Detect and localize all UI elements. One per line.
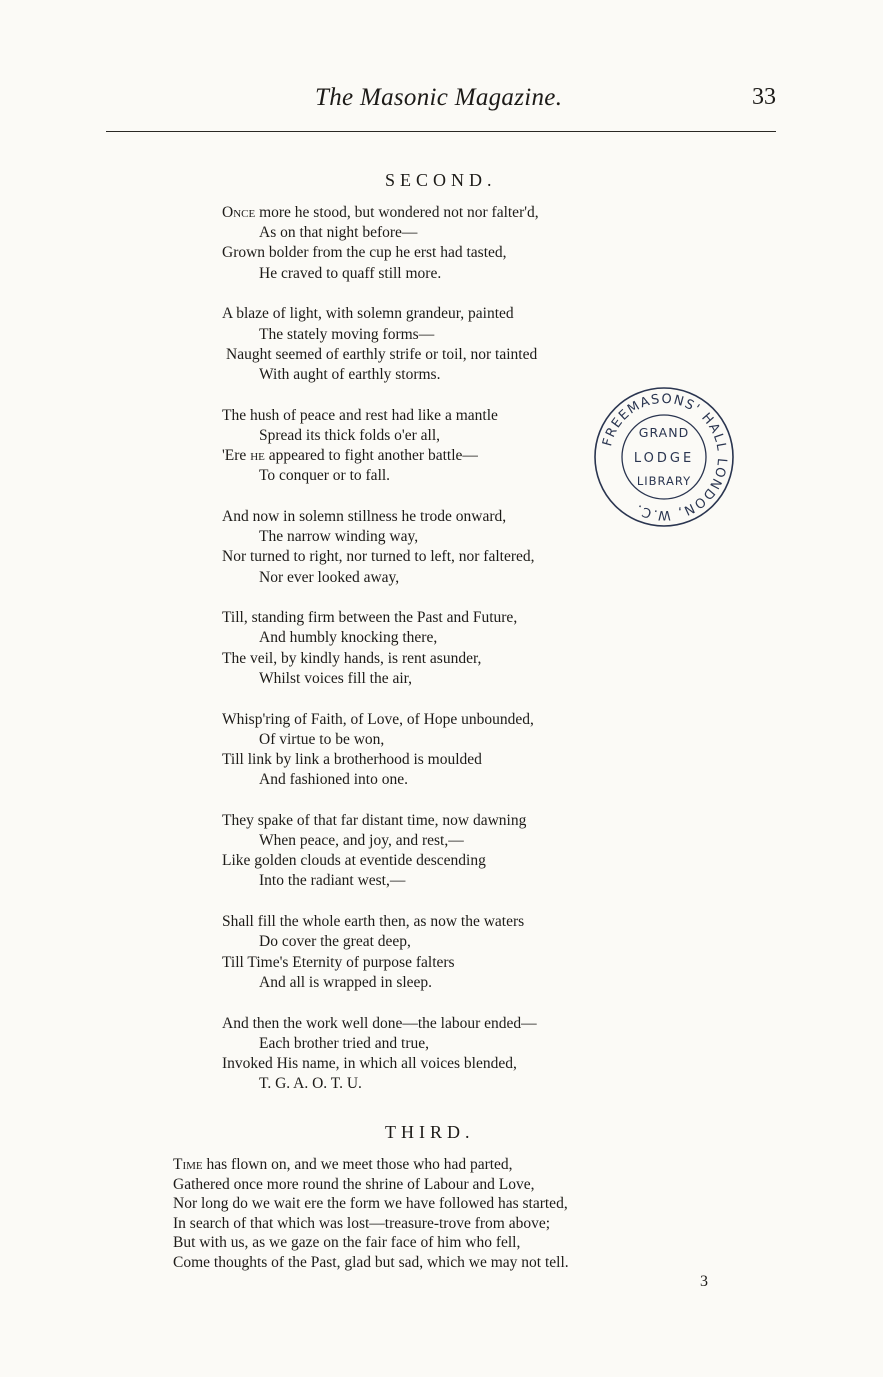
line-lead-word: Once xyxy=(222,204,256,221)
library-stamp-icon xyxy=(592,385,736,529)
poem-line: To conquer or to fall. xyxy=(259,467,391,485)
poem-line: Till, standing firm between the Past and Future, xyxy=(222,609,518,627)
poem-line: Into the radiant west,— xyxy=(259,872,406,890)
header-rule xyxy=(106,131,776,132)
stamp-ring-text: FREEMASONS' HALL LONDON, W.C. xyxy=(600,391,730,523)
poem-line: As on that night before— xyxy=(259,224,418,242)
poem-line: Spread its thick folds o'er all, xyxy=(259,426,441,444)
stanza xyxy=(222,710,539,791)
stanza xyxy=(222,608,539,689)
poem-line: Till Time's Eternity of purpose falters xyxy=(222,953,455,971)
poem-line: Nor turned to right, nor turned to left, nor faltered, xyxy=(222,548,535,566)
stanza xyxy=(222,507,539,588)
poem-line: Time has flown on, and we meet those who had parted, xyxy=(173,1156,513,1173)
poem-line: A blaze of light, with solemn grandeur, painted xyxy=(222,305,514,323)
poem-line: The hush of peace and rest had like a mantle xyxy=(222,406,498,424)
section-heading-third: THIRD. xyxy=(385,1122,475,1142)
poem-line: And now in solemn stillness he trode onward, xyxy=(222,507,507,525)
stamp-line-2: LODGE xyxy=(633,451,695,466)
poem-line: Invoked His name, in which all voices blended, xyxy=(222,1054,517,1072)
poem-line: Like golden clouds at eventide descending xyxy=(222,852,486,870)
poem-line: Once more he stood, but wondered not nor falter'd, xyxy=(222,204,539,221)
stanza xyxy=(222,406,539,487)
stanza xyxy=(222,1014,539,1095)
stanza xyxy=(222,912,539,993)
poem-line: And humbly knocking there, xyxy=(259,629,438,647)
line-emphasis: he xyxy=(250,447,265,465)
poem-line: When peace, and joy, and rest,— xyxy=(259,832,464,850)
poem-line: Naught seemed of earthly strife or toil, nor tainted xyxy=(226,345,538,363)
poem-line: And then the work well done—the labour ended— xyxy=(222,1014,537,1032)
running-head xyxy=(0,84,883,114)
page-number: 33 xyxy=(752,84,776,110)
poem-line: The stately moving forms— xyxy=(259,325,435,343)
poem-line: He craved to quaff still more. xyxy=(259,264,442,282)
poem-line: Come thoughts of the Past, glad but sad, which we may not tell. xyxy=(173,1253,569,1271)
poem-line: Each brother tried and true, xyxy=(259,1034,429,1052)
poem-line: But with us, as we gaze on the fair face of him who fell, xyxy=(173,1234,521,1252)
poem-line: In search of that which was lost—treasure-trove from above; xyxy=(173,1214,551,1232)
poem-line: T. G. A. O. T. U. xyxy=(259,1075,362,1093)
section-heading-second: SECOND. xyxy=(385,170,497,190)
poem-line: The veil, by kindly hands, is rent asunder, xyxy=(222,649,482,667)
poem-line: Gathered once more round the shrine of Labour and Love, xyxy=(173,1175,535,1193)
stanza xyxy=(222,304,539,385)
poem-line: Nor ever looked away, xyxy=(259,568,400,586)
stamp-line-3: LIBRARY xyxy=(636,474,692,488)
stanza xyxy=(222,203,539,284)
poem-line: The narrow winding way, xyxy=(259,528,419,546)
poem-third xyxy=(173,1155,569,1273)
poem-line: They spake of that far distant time, now dawning xyxy=(222,811,527,829)
stanza xyxy=(222,811,539,892)
poem-line: 'Ere he appeared to fight another battle— xyxy=(222,447,478,465)
poem-line: Nor long do we wait ere the form we have followed has started, xyxy=(173,1195,568,1213)
poem-second xyxy=(222,203,539,1115)
poem-line: Whilst voices fill the air, xyxy=(259,669,413,687)
poem-line: With aught of earthly storms. xyxy=(259,365,441,383)
line-lead-word: Time xyxy=(173,1156,203,1173)
poem-line: Do cover the great deep, xyxy=(259,933,411,951)
poem-line: And all is wrapped in sleep. xyxy=(259,973,433,991)
poem-line: Grown bolder from the cup he erst had tasted, xyxy=(222,244,507,262)
signature-mark: 3 xyxy=(700,1273,708,1290)
poem-line: Of virtue to be won, xyxy=(259,730,385,748)
poem-line: Whisp'ring of Faith, of Love, of Hope unbounded, xyxy=(222,710,534,728)
poem-line: Till link by link a brotherhood is moulded xyxy=(222,750,482,768)
poem-line: Shall fill the whole earth then, as now the waters xyxy=(222,913,525,931)
running-title: The Masonic Magazine. xyxy=(315,84,563,111)
poem-line: And fashioned into one. xyxy=(259,771,408,789)
stamp-line-1: GRAND xyxy=(638,425,690,440)
